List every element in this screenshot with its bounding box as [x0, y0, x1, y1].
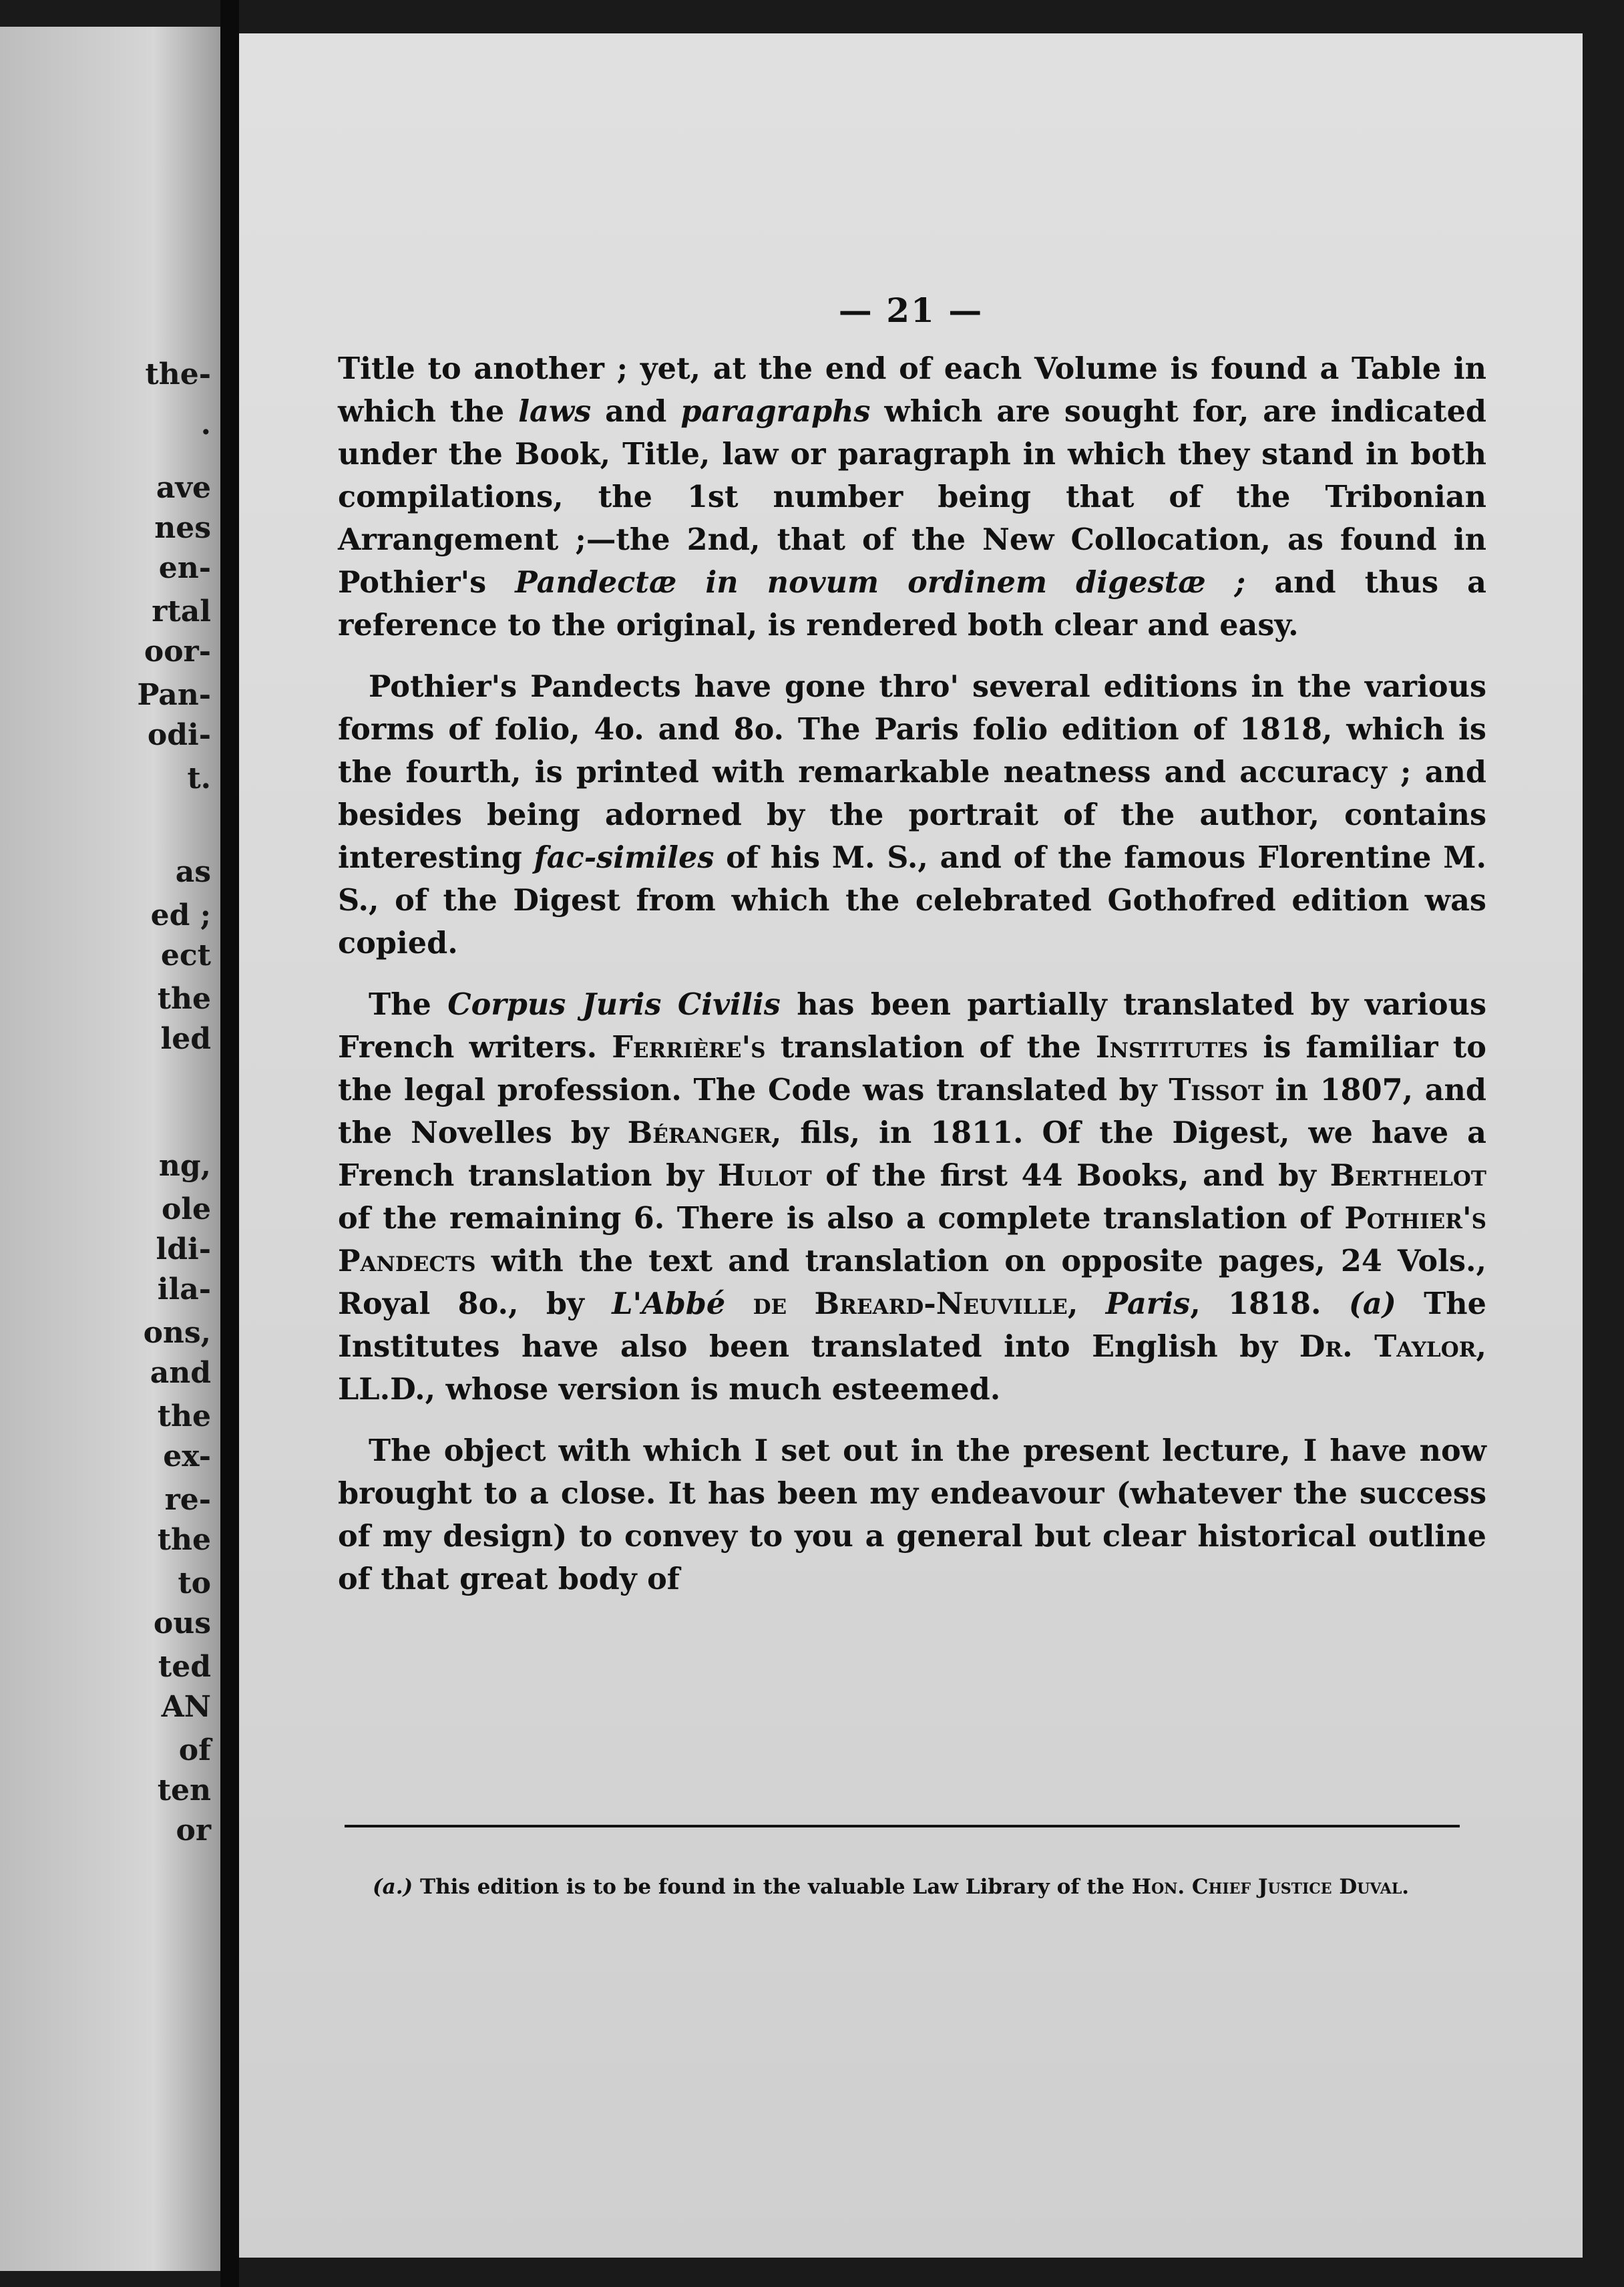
left-page-fragment: ldi- — [156, 1232, 211, 1266]
text-run: The Institutes have also been translated into English by — [338, 1286, 1486, 1364]
text-run: Ferrière's — [612, 1030, 766, 1065]
text-run: and thus a reference to the original, is rendered both clear and easy. — [338, 565, 1486, 643]
text-run: , LL.D., whose version is much esteemed. — [338, 1329, 1486, 1407]
footnote-divider — [345, 1825, 1460, 1827]
left-page-fragment: oor- — [144, 635, 211, 669]
left-page-fragment: ave — [156, 471, 211, 505]
text-run: Dr. Taylor — [1299, 1329, 1476, 1364]
left-page-fragment: ons, — [143, 1316, 211, 1350]
text-run: (a) — [1348, 1286, 1396, 1321]
text-run: translation of the — [765, 1030, 1096, 1065]
left-page-fragment: AN — [161, 1690, 211, 1724]
text-run: Hulot — [717, 1158, 812, 1193]
book-gutter — [220, 0, 239, 2287]
paragraph-3 — [338, 983, 1486, 1411]
text-run: , 1818. — [1190, 1286, 1349, 1321]
text-run: Institutes — [1095, 1030, 1249, 1065]
text-run: The object with which I set out in the present lecture, I have now brought to a close. It has been my endeavour (whatever the success of my design) to convey to you a general but clear historical outline of that great body of — [338, 1433, 1486, 1596]
text-run: Title to another ; yet, at the end of each Volume is found a Table in which the — [338, 351, 1486, 429]
text-run: which are sought for, are indicated under the Book, Title, law or paragraph in which they stand in both compilations, the 1st number being that of the Tribonian Arrangement ;—the 2nd, that of the New Collocation, as found in Pothier's — [338, 394, 1486, 600]
text-run: Pothier's Pandects — [338, 1201, 1486, 1278]
body-text — [338, 347, 1486, 1619]
left-page-fragment: nes — [154, 511, 211, 545]
page-number: — 21 — — [838, 291, 984, 330]
footnote — [339, 1871, 1481, 1903]
right-page — [239, 33, 1583, 2258]
left-page-fragment: the — [157, 1523, 211, 1557]
left-page-fragment: rtal — [152, 594, 211, 629]
text-run: Béranger — [627, 1115, 771, 1150]
left-page-fragment: . — [200, 407, 211, 442]
left-page-fragment: as — [175, 855, 211, 889]
text-run: Hon. Chief Justice Duval. — [1131, 1875, 1410, 1899]
text-run: Berthelot — [1330, 1158, 1486, 1193]
left-page-fragment: the — [157, 1399, 211, 1433]
text-run: laws — [518, 394, 592, 429]
text-run: in 1807, and the Novelles by — [338, 1073, 1487, 1150]
text-run: is familiar to the legal profession. The Code was translated by — [338, 1030, 1486, 1107]
text-run: Tissot — [1169, 1073, 1264, 1107]
text-run: and — [591, 394, 681, 429]
left-page-fragment: ole — [161, 1192, 211, 1226]
text-run: of his M. S., and of the famous Florentine M. S., of the Digest from which the celebrated Gothofred edition was copied. — [338, 840, 1487, 960]
left-page-fragment: ed ; — [150, 898, 211, 932]
text-run: Pandectæ in novum ordinem digestæ ; — [515, 565, 1246, 600]
left-page-fragment: ect — [160, 938, 211, 973]
text-run: of the first 44 Books, and by — [811, 1158, 1330, 1193]
text-run: L'Abbé — [612, 1286, 726, 1321]
text-run: (a.) — [373, 1875, 413, 1899]
left-page-fragment: en- — [158, 551, 211, 585]
text-run: has been partially translated by various French writers. — [338, 987, 1486, 1065]
text-run: of the remaining 6. There is also a complete translation of — [338, 1201, 1345, 1236]
left-page-fragment: ex- — [163, 1439, 211, 1473]
paragraph-4 — [338, 1429, 1486, 1600]
left-page-fragment: the — [157, 982, 211, 1016]
left-page-fragment: re- — [164, 1483, 211, 1517]
left-page-fragment: Pan- — [137, 678, 211, 712]
paragraph-1 — [338, 347, 1486, 647]
left-page-fragment: odi- — [147, 718, 211, 752]
left-page-fragment: ten — [157, 1773, 211, 1807]
left-page-fragment: t. — [187, 761, 211, 796]
left-page-fragment: the- — [145, 357, 211, 391]
left-page-edge — [0, 27, 220, 2271]
left-page-fragment: to — [178, 1566, 211, 1600]
left-page-fragment: ous — [153, 1606, 211, 1640]
text-run — [725, 1286, 753, 1321]
left-page-fragment: ila- — [157, 1272, 211, 1306]
left-page-fragment: of — [178, 1733, 211, 1767]
text-run: de Breard-Neuville — [753, 1286, 1068, 1321]
left-page-fragment: or — [176, 1813, 211, 1848]
text-run: This edition is to be found in the valuable Law Library of the — [413, 1875, 1132, 1899]
left-page-fragment: ted — [158, 1650, 211, 1684]
left-page-fragment: led — [160, 1022, 211, 1056]
paragraph-2 — [338, 665, 1486, 964]
text-run: Corpus Juris Civilis — [447, 987, 781, 1022]
left-page-fragment: and — [150, 1356, 211, 1390]
text-run: Pothier's Pandects have gone thro' several editions in the various forms of folio, 4o. and 8o. The Paris folio edition of 1818, which is the fourth, is printed with remarkable neatness and accuracy ; and besides being adorned by the portrait of the author, contains interesting — [338, 669, 1486, 875]
text-run: Paris — [1105, 1286, 1191, 1321]
text-run: , — [1067, 1286, 1106, 1321]
text-run: with the text and translation on opposite pages, 24 Vols., Royal 8o., by — [338, 1244, 1486, 1321]
text-run: paragraphs — [680, 394, 871, 429]
text-run: fac-similes — [534, 840, 715, 875]
text-run: , fils, in 1811. Of the Digest, we have a French translation by — [338, 1115, 1486, 1193]
text-run: The — [369, 987, 448, 1022]
left-page-fragment: ng, — [158, 1149, 211, 1183]
